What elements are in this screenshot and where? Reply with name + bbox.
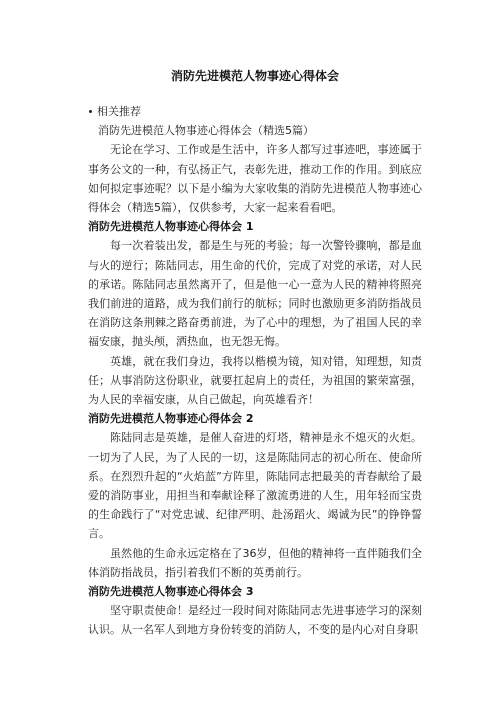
section-paragraph: 每一次着装出发，都是生与死的考验；每一次警铃骤响，都是血与火的逆行；陈陆同志，用生命的代价，完成了对党的承诺，对人民的承诺。陈陆同志虽然离开了，但是他一心一意为人民的精神将照亮我们前进的道路，成为我们前行的航标；同时也激励更多消防指战员在消防这条荆棘之路奋勇前进，为了心中的理想，为了祖国人民的幸福安康，抛头颅，洒热血，也无怨无悔。	[88, 239, 422, 349]
related-label[interactable]: 相关推荐	[97, 105, 141, 118]
section-paragraph: 英雄，就在我们身边，我将以楷模为镜，知对错，知理想，知责任；从事消防这份职业，就要扛起肩上的责任，为祖国的繁荣富强，为人民的幸福安康，从自己做起，向英雄看齐！	[88, 354, 422, 407]
section-paragraph: 坚守职责使命！是经过一段时间对陈陆同志先进事迹学习的深刻认识。从一名军人到地方身份转变的消防人，不变的是内心对自身职	[88, 604, 422, 637]
section-heading: 消防先进模范人物事迹心得体会 3	[88, 585, 254, 599]
section-paragraph: 虽然他的生命永远定格在了36岁，但他的精神将一直伴随我们全体消防指战员，指引着我们不断的英勇前行。	[88, 546, 422, 579]
document-title: 消防先进模范人物事迹心得体会	[170, 69, 339, 83]
related-recommendation[interactable]	[88, 102, 422, 121]
section-heading: 消防先进模范人物事迹心得体会 2	[88, 412, 254, 426]
bullet-icon	[89, 110, 92, 113]
section-heading: 消防先进模范人物事迹心得体会 1	[88, 220, 254, 234]
intro-paragraph: 无论在学习、工作或是生活中，许多人都写过事迹吧，事迹属于事务公文的一种，有弘扬正气，表彰先进，推动工作的作用。到底应如何拟定事迹呢？以下是小编为大家收集的消防先进模范人物事迹心得体会（精选5篇），仅供参考，大家一起来看看吧。	[88, 143, 422, 215]
section-paragraph: 陈陆同志是英雄，是催人奋进的灯塔，精神是永不熄灭的火炬。一切为了人民，为了人民的一切，这是陈陆同志的初心所在、使命所系。在烈烈升起的“火焰蓝”方阵里，陈陆同志把最美的青春献给了最爱的消防事业，用担当和奉献诠释了激流勇进的人生，用年轻而宝贵的生命践行了“对党忠诚、纪律严明、赴汤蹈火、竭诚为民”的铮铮誓言。	[88, 431, 422, 541]
document-subtitle: 消防先进模范人物事迹心得体会（精选5篇）	[98, 124, 314, 138]
